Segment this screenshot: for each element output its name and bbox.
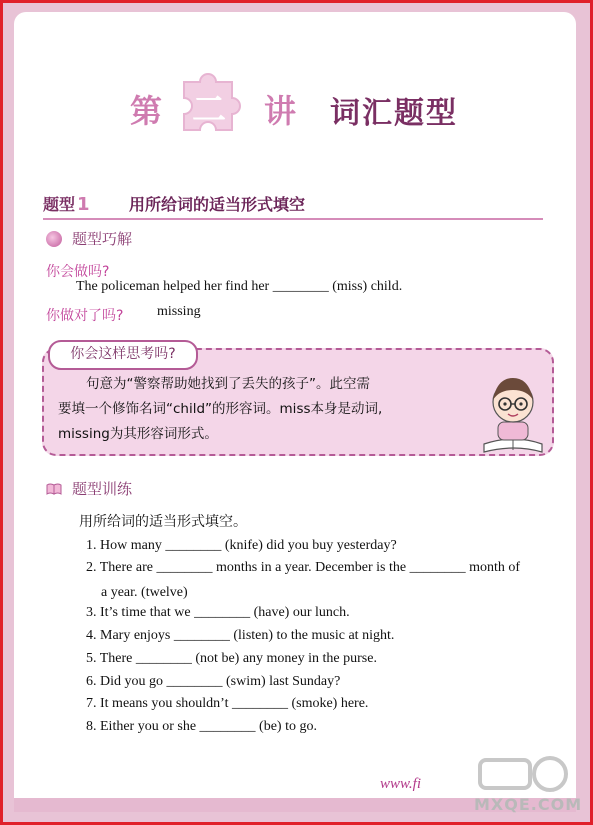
exercise-item-1: 1. How many ________ (knife) did you buy yesterday? <box>86 538 397 553</box>
exercise-item-8: 8. Either you or she ________ (be) to go. <box>86 719 317 734</box>
example-answer: missing <box>157 304 201 319</box>
title-char-jiang: 讲 <box>264 92 297 130</box>
exercise-item-4: 4. Mary enjoys ________ (listen) to the music at night. <box>86 628 395 643</box>
title-char-di: 第 <box>130 92 163 130</box>
example-question: The policeman helped her find her ________ (miss) child. <box>76 279 403 294</box>
section-divider <box>43 218 543 220</box>
tips-heading-label: 题型巧解 <box>72 230 133 248</box>
section-number: 1 <box>77 194 90 215</box>
exercise-item-7: 7. It means you shouldn’t ________ (smoke) here. <box>86 696 369 711</box>
footer-url: www.fi <box>380 776 421 792</box>
reading-child-illustration <box>478 372 548 454</box>
lightbulb-icon <box>46 231 62 247</box>
section-label: 题型 <box>43 195 76 214</box>
exercise-item-2-cont: a year. (twelve) <box>101 585 188 600</box>
answer-label: 你做对了吗? <box>46 308 124 324</box>
tips-heading <box>46 228 132 249</box>
exercise-item-3: 3. It’s time that we ________ (have) our lunch. <box>86 605 350 620</box>
watermark-text: MXQE.COM <box>474 795 583 814</box>
exercise-item-5: 5. There ________ (not be) any money in the purse. <box>86 651 377 666</box>
practice-heading <box>46 478 132 499</box>
thinking-box-title: 你会这样思考吗? <box>48 340 198 370</box>
practice-instructions: 用所给词的适当形式填空。 <box>79 514 247 530</box>
title-char-er: 二 <box>192 90 226 130</box>
practice-heading-label: 题型训练 <box>72 480 133 498</box>
question-label: 你会做吗? <box>46 264 110 280</box>
page-title: 词汇题型 <box>330 96 458 131</box>
section-title: 用所给词的适当形式填空 <box>129 195 306 214</box>
thinking-explanation <box>58 372 468 447</box>
exercise-item-6: 6. Did you go ________ (swim) last Sunday? <box>86 674 341 689</box>
explanation-line-2: 要填一个修饰名词“child”的形容词。miss本身是动词, <box>58 401 383 417</box>
lecture-title <box>100 68 520 148</box>
book-icon <box>46 483 62 495</box>
section-heading <box>43 192 543 218</box>
exercise-item-2: 2. There are ________ months in a year. December is the ________ month of <box>86 560 521 575</box>
explanation-line-1: 句意为“警察帮助她找到了丢失的孩子”。此空需 <box>86 376 370 392</box>
explanation-line-3: missing为其形容词形式。 <box>58 426 218 442</box>
